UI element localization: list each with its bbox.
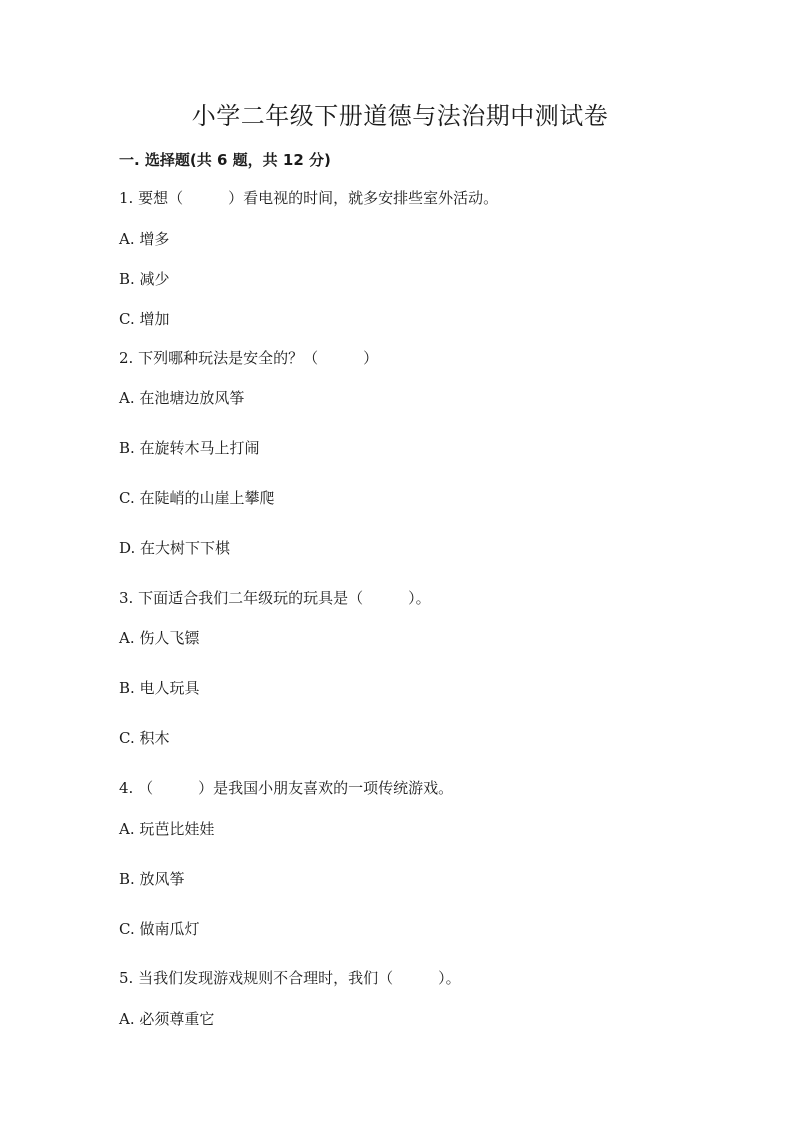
question-1: 1. 要想（ ）看电视的时间，就多安排些室外活动。 (119, 189, 499, 207)
question-2: 2. 下列哪种玩法是安全的？（ ） (119, 349, 379, 367)
q2-option-c: C. 在陡峭的山崖上攀爬 (119, 489, 275, 507)
q5-option-a: A. 必须尊重它 (119, 1010, 215, 1028)
q4-option-a: A. 玩芭比娃娃 (119, 820, 215, 838)
question-5: 5. 当我们发现游戏规则不合理时，我们（ ）。 (119, 969, 461, 987)
q4-option-b: B. 放风筝 (119, 870, 185, 888)
q4-option-c: C. 做南瓜灯 (119, 920, 200, 938)
question-4: 4. （ ）是我国小朋友喜欢的一项传统游戏。 (119, 779, 454, 797)
q1-option-b: B. 减少 (119, 270, 170, 288)
q2-option-a: A. 在池塘边放风筝 (119, 389, 245, 407)
page-title: 小学二年级下册道德与法治期中测试卷 (191, 102, 609, 130)
question-3: 3. 下面适合我们二年级玩的玩具是（ ）。 (119, 589, 431, 607)
section-heading: 一. 选择题(共 6 题，共 12 分) (119, 151, 331, 169)
q1-option-c: C. 增加 (119, 310, 170, 328)
q2-option-b: B. 在旋转木马上打闹 (119, 439, 260, 457)
q3-option-a: A. 伤人飞镖 (119, 629, 200, 647)
q1-option-a: A. 增多 (119, 230, 170, 248)
q3-option-c: C. 积木 (119, 729, 170, 747)
q3-option-b: B. 电人玩具 (119, 679, 200, 697)
q2-option-d: D. 在大树下下棋 (119, 539, 231, 557)
